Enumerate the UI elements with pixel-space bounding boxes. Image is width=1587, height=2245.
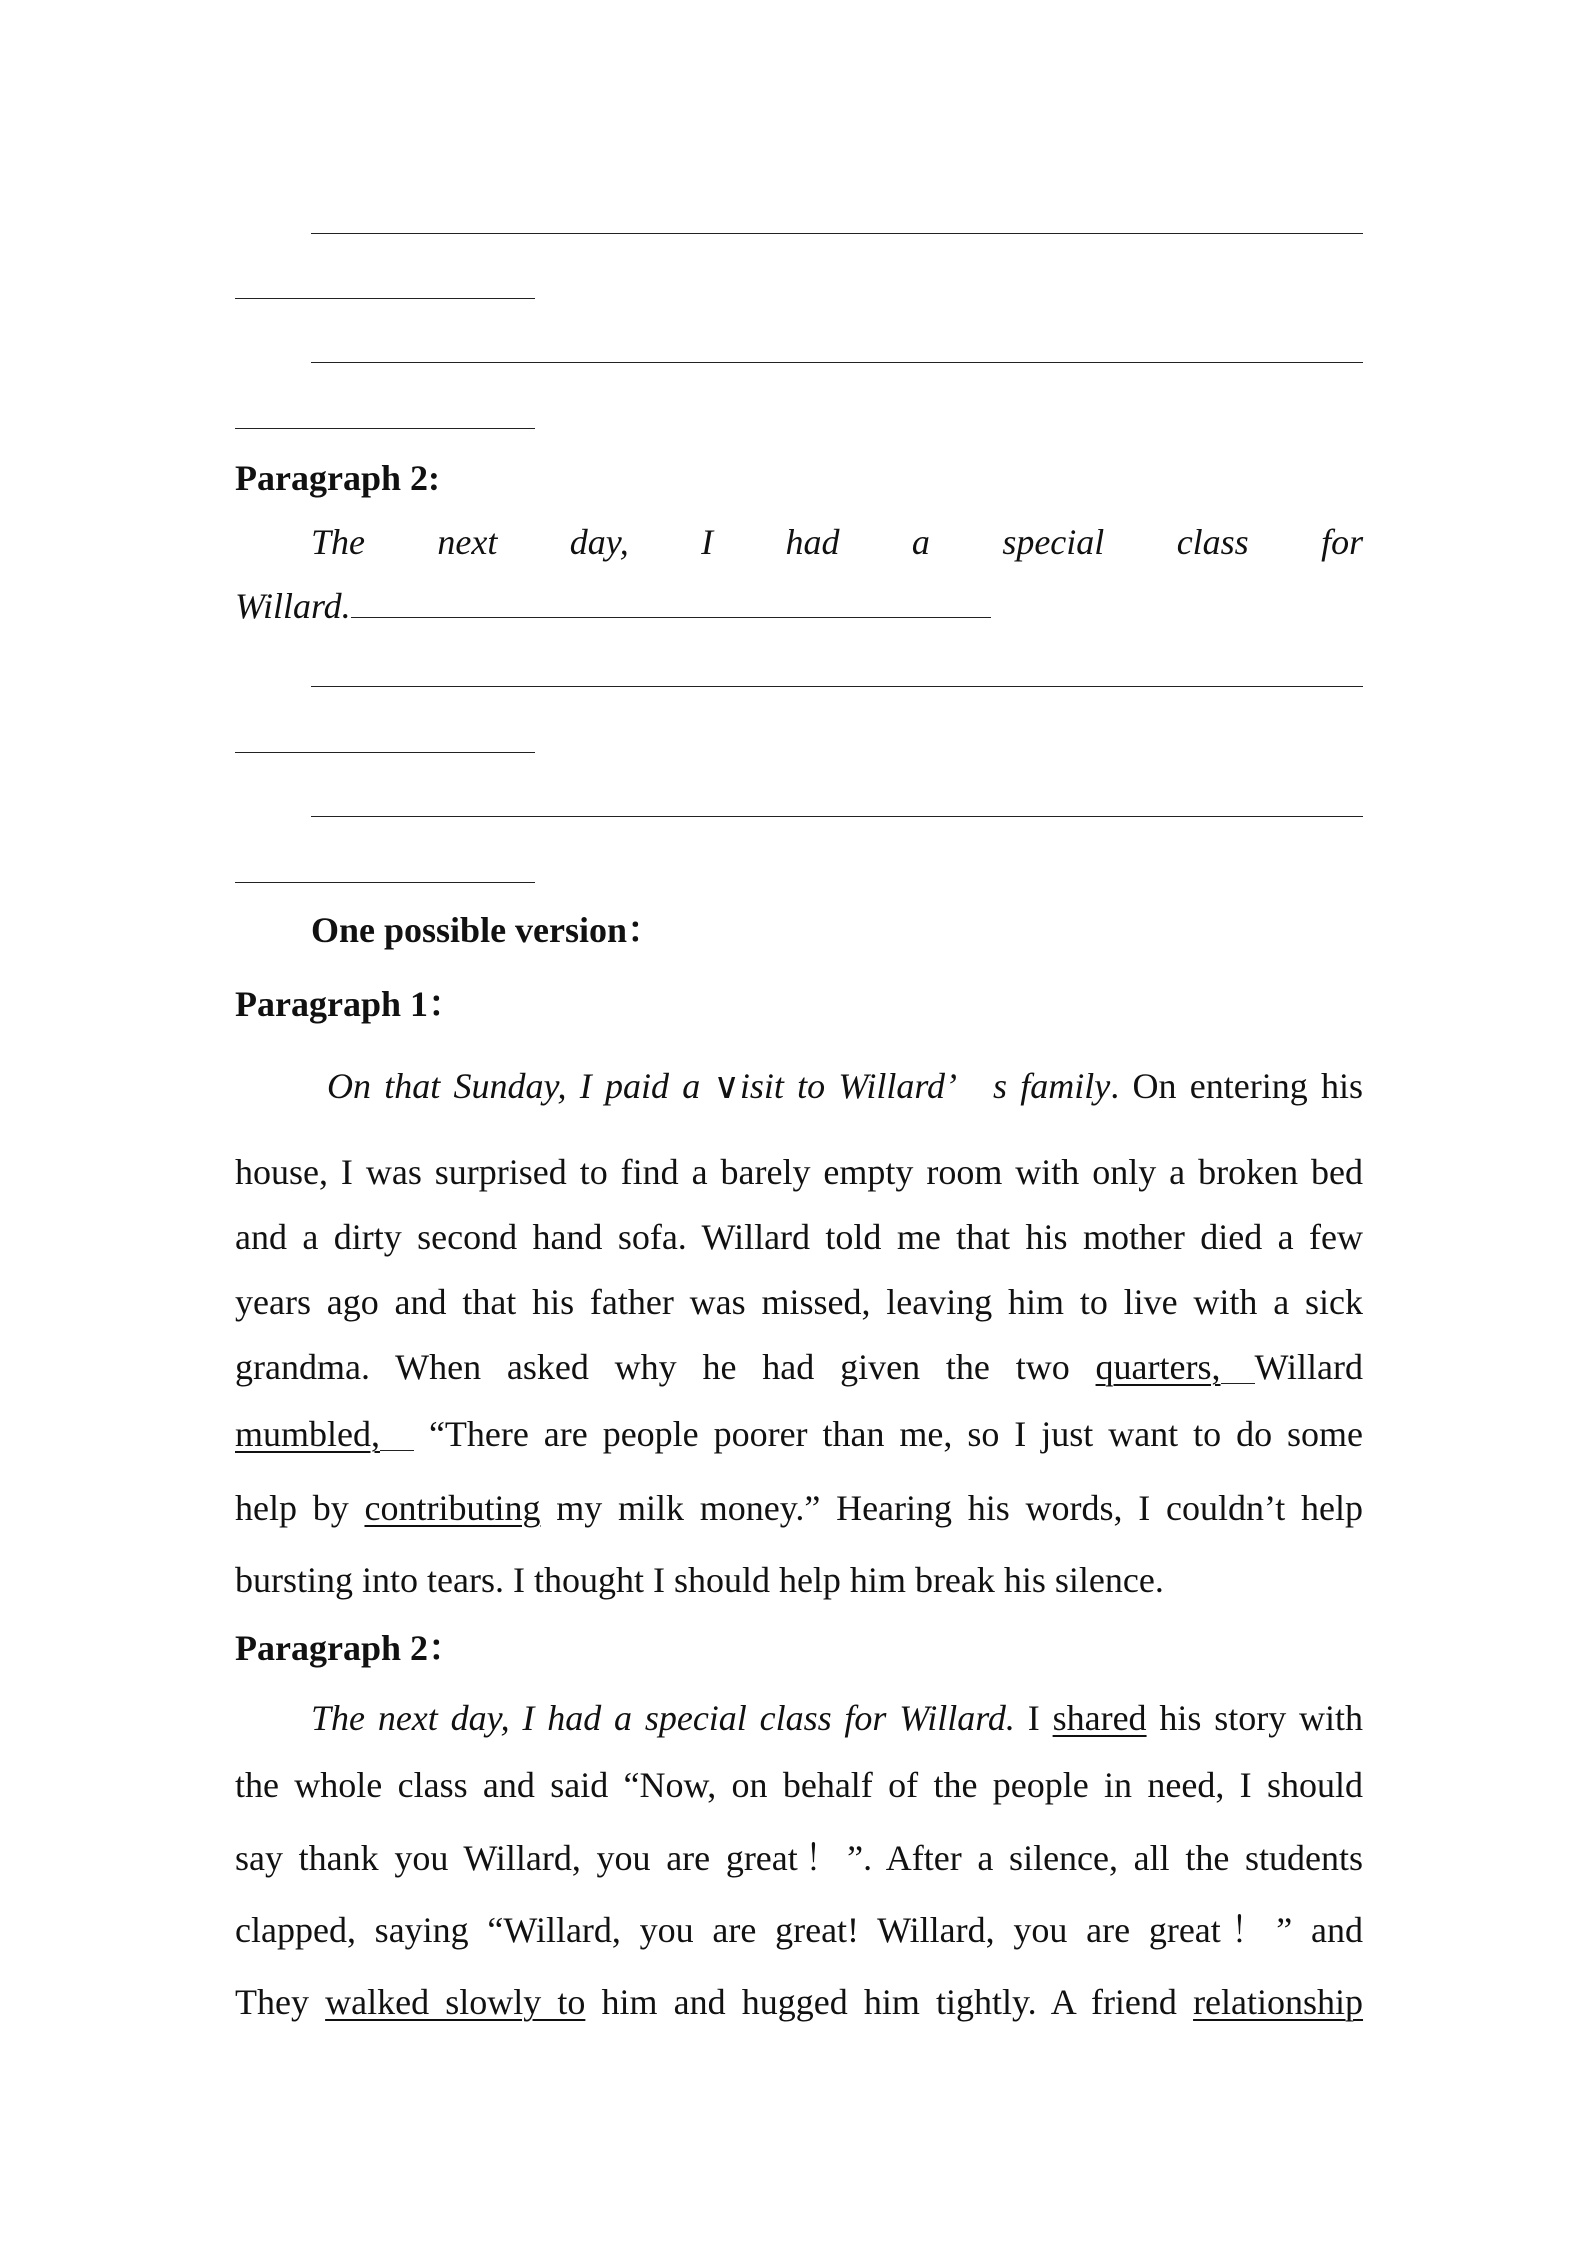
text-line: On that Sunday, I paid a ∨isit to Willard’ s family. On entering his — [327, 1066, 1363, 1106]
text-line: and a dirty second hand sofa. Willard told me that his mother died a few — [235, 1217, 1363, 1257]
writing-line[interactable] — [311, 686, 1363, 687]
section-heading: Paragraph 2: — [235, 458, 440, 498]
paragraph-heading: Paragraph 1： — [235, 984, 464, 1024]
text-line: clapped, saying “Willard, you are great! Willard, you are great！” and — [235, 1910, 1363, 1950]
underlined-phrase: quarters, — [1095, 1347, 1221, 1387]
underlined-phrase: mumbled, — [235, 1414, 380, 1454]
text-line: years ago and that his father was missed, leaving him to live with a sick — [235, 1282, 1363, 1322]
writing-line[interactable] — [311, 362, 1363, 363]
underlined-phrase: relationship — [1193, 1982, 1364, 2022]
opening-word: Willard. — [235, 586, 351, 626]
opening-word: day, — [569, 522, 629, 562]
text-line: the whole class and said “Now, on behalf of the people in need, I should — [235, 1765, 1363, 1805]
opening-word: had — [785, 522, 840, 562]
paragraph-heading: Paragraph 2： — [235, 1628, 464, 1668]
text-line: house, I was surprised to find a barely empty room with only a broken bed — [235, 1152, 1363, 1192]
writing-line[interactable] — [235, 428, 535, 429]
opening-word: a — [911, 522, 930, 562]
opening-word: The — [311, 522, 365, 562]
writing-line[interactable] — [235, 752, 535, 753]
opening-word: for — [1321, 522, 1364, 562]
writing-line[interactable] — [235, 298, 535, 299]
text-line: help by contributing my milk money.” Hearing his words, I couldn’t help — [235, 1488, 1364, 1528]
underlined-phrase: walked slowly to — [325, 1982, 586, 2022]
opening-word: class — [1176, 522, 1249, 562]
underlined-phrase: contributing — [364, 1488, 541, 1528]
text-line: The next day, I had a special class for Willard. I shared his story with — [311, 1698, 1364, 1738]
opening-word: next — [437, 522, 498, 562]
writing-line[interactable] — [311, 233, 1363, 234]
opening-word: special — [1002, 522, 1105, 562]
writing-line[interactable] — [351, 617, 991, 618]
text-line: say thank you Willard, you are great！”. After a silence, all the students — [235, 1838, 1363, 1878]
opening-sentence-line — [235, 588, 1363, 624]
writing-line[interactable] — [235, 882, 535, 883]
text-line: bursting into tears. I thought I should help him break his silence. — [235, 1560, 1164, 1600]
text-line: mumbled, “There are people poorer than me, so I just want to do some — [235, 1414, 1364, 1454]
text-line: grandma. When asked why he had given the two quarters, Willard — [235, 1347, 1364, 1387]
sample-label: One possible version： — [311, 910, 664, 950]
writing-line[interactable] — [311, 816, 1363, 817]
opening-sentence-line — [311, 524, 1363, 560]
text-line: They walked slowly to him and hugged him tightly. A friend relationship — [235, 1982, 1364, 2022]
opening-word: I — [701, 522, 714, 562]
underlined-phrase: shared — [1052, 1698, 1147, 1738]
